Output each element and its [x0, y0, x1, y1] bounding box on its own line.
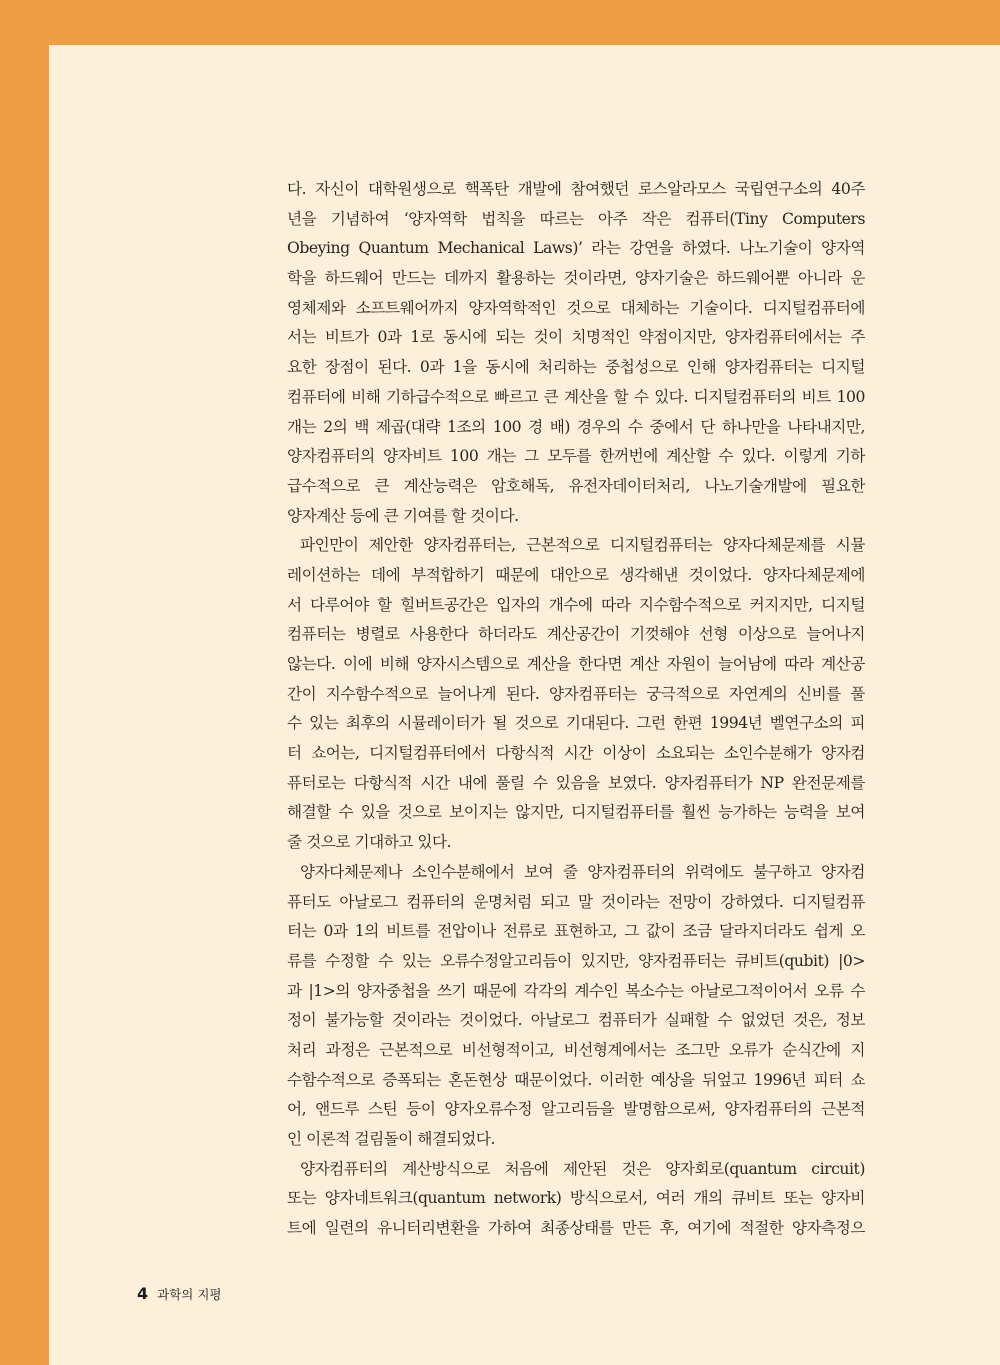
text-line: 트에 일련의 유니터리변환을 가하여 최종상태를 만든 후, 여기에 적절한 양자측정으 — [287, 1219, 865, 1238]
text-line: 요한 장점이 된다. 0과 1을 동시에 처리하는 중첩성으로 인해 양자컴퓨터는 디지털 — [287, 358, 865, 377]
text-line: 수 있는 최후의 시뮬레이터가 될 것으로 기대된다. 그런 한편 1994년 벨연구소의 피 — [287, 714, 865, 733]
text-line: 년을 기념하여 ‘양자역학 법칙을 따르는 아주 작은 컴퓨터(Tiny Computers — [287, 209, 865, 228]
text-line: 양자계산 등에 큰 기여를 할 것이다. — [287, 506, 519, 525]
text-line: Obeying Quantum Mechanical Laws)’ 라는 강연을 하였다. 나노기술이 양자역 — [287, 239, 865, 258]
text-line: 어, 앤드루 스틴 등이 양자오류수정 알고리듬을 발명함으로써, 양자컴퓨터의 근본적 — [287, 1100, 865, 1119]
text-line: 않는다. 이에 비해 양자시스템으로 계산을 한다면 계산 자원이 늘어남에 따라 계산공 — [287, 655, 865, 673]
text-line: 양자컴퓨터의 양자비트 100 개는 그 모두를 한꺼번에 계산할 수 있다. 이렇게 기하 — [287, 447, 865, 466]
text-line: 해결할 수 있을 것으로 보이지는 않지만, 디지털컴퓨터를 훨씬 능가하는 능력을 보여 — [287, 803, 865, 822]
text-line: 개는 2의 백 제곱(대략 1조의 100 경 배) 경우의 수 중에서 단 하나만을 나타내지만, — [287, 417, 865, 436]
text-line: 레이션하는 데에 부적합하기 때문에 대안으로 생각해낸 것이었다. 양자다체문제에 — [287, 565, 865, 584]
text-line: 수함수적으로 증폭되는 혼돈현상 때문이었다. 이러한 예상을 뒤엎고 1996년 피터 쇼 — [287, 1070, 865, 1089]
paragraph-start-line: 파인만이 제안한 양자컴퓨터는, 근본적으로 디지털컴퓨터는 양자다체문제를 시뮬 — [300, 536, 865, 555]
paragraph-start-line: 양자다체문제나 소인수분해에서 보여 줄 양자컴퓨터의 위력에도 불구하고 양자컴 — [300, 862, 865, 881]
text-line: 또는 양자네트워크(quantum network) 방식으로서, 여러 개의 큐비트 또는 양자비 — [287, 1189, 865, 1208]
text-line: 급수적으로 큰 계산능력은 암호해독, 유전자데이터처리, 나노기술개발에 필요한 — [287, 476, 865, 495]
text-line: 영체제와 소프트웨어까지 양자역학적인 것으로 대체하는 기술이다. 디지털컴퓨터에 — [287, 298, 865, 317]
text-line: 처리 과정은 근본적으로 비선형적이고, 비선형계에서는 조그만 오류가 순식간에 지 — [287, 1040, 865, 1059]
text-line: 인 이론적 걸림돌이 해결되었다. — [287, 1130, 496, 1148]
text-line: 류를 수정할 수 있는 오류수정알고리듬이 있지만, 양자컴퓨터는 큐비트(qubit) |0> — [287, 951, 865, 970]
page-number: 4 — [137, 1284, 149, 1303]
text-line: 간이 지수함수적으로 늘어나게 된다. 양자컴퓨터는 궁극적으로 자연계의 신비를 풀 — [287, 684, 865, 703]
publication-title: 과학의 지평 — [157, 1287, 222, 1302]
text-line: 학을 하드웨어 만드는 데까지 활용하는 것이라면, 양자기술은 하드웨어뿐 아니라 운 — [287, 269, 865, 288]
body-text — [287, 175, 865, 1244]
text-line: 터 쇼어는, 디지털컴퓨터에서 다항식적 시간 이상이 소요되는 소인수분해가 양자컴 — [287, 744, 865, 763]
text-line: 과 |1>의 양자중첩을 쓰기 때문에 각각의 계수인 복소수는 아날로그적이어서 오류 수 — [287, 981, 865, 1000]
text-line: 컴퓨터는 병렬로 사용한다 하더라도 계산공간이 기껏해야 선형 이상으로 늘어나지 — [287, 625, 865, 644]
text-line: 줄 것으로 기대하고 있다. — [287, 833, 452, 852]
text-line: 컴퓨터에 비해 기하급수적으로 빠르고 큰 계산을 할 수 있다. 디지털컴퓨터의 비트 100 — [287, 387, 865, 406]
text-line: 서는 비트가 0과 1로 동시에 되는 것이 치명적인 약점이지만, 양자컴퓨터에서는 주 — [287, 328, 865, 347]
text-line: 퓨터로는 다항식적 시간 내에 풀릴 수 있음을 보였다. 양자컴퓨터가 NP 완전문제를 — [287, 773, 865, 792]
text-line: 정이 불가능할 것이라는 것이었다. 아날로그 컴퓨터가 실패할 수 없었던 것은, 정보 — [287, 1011, 865, 1030]
paragraph-start-line: 양자컴퓨터의 계산방식으로 처음에 제안된 것은 양자회로(quantum circuit) — [300, 1159, 865, 1178]
text-line: 터는 0과 1의 비트를 전압이나 전류로 표현하고, 그 값이 조금 달라지더라도 쉽게 오 — [287, 922, 865, 941]
text-line: 다. 자신이 대학원생으로 핵폭탄 개발에 참여했던 로스알라모스 국립연구소의 40주 — [287, 180, 865, 198]
page-panel — [49, 45, 1000, 1365]
text-line: 퓨터도 아날로그 컴퓨터의 운명처럼 되고 말 것이라는 전망이 강하였다. 디지털컴퓨 — [287, 892, 865, 911]
page-footer — [137, 1284, 222, 1303]
text-line: 서 다루어야 할 힐버트공간은 입자의 개수에 따라 지수함수적으로 커지지만, 디지털 — [287, 595, 865, 614]
